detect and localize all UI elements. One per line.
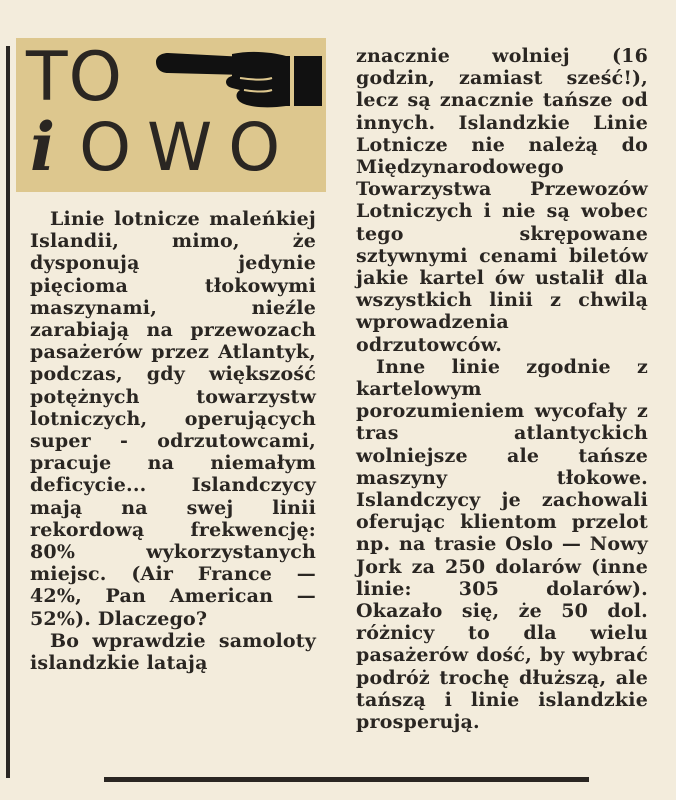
article-paragraph: Inne linie zgodnie z kartelowym porozumieniem wycofały z tras atlantyckich wolniejsze ale tańsze maszyny tłokowe. Islandczycy je zachowali oferując klientom przelot np. na trasie Oslo — Nowy Jork za 250 dolarów (inne linie: 305 dolarów). Okazało się, że 50 dol. różnicy to dla wielu pasażerów dość, by wybrać podróż trochę dłuższą, ale tańszą i linie islandzkie prosperują. [356,355,648,734]
left-vertical-rule [6,46,10,778]
header-title-i: i [30,108,80,186]
article-column-right [356,45,648,733]
header-title-owo: OWO [79,109,297,186]
article-column-left [30,208,316,674]
pointing-hand-icon [154,48,324,110]
article-paragraph: Bo wprawdzie samoloty islandzkie latają [30,629,316,675]
article-paragraph: Linie lotnicze maleńkiej Islandii, mimo, że dysponują jedynie pięcioma tłokowymi maszynami, nieźle zarabiają na przewozach pasażerów przez Atlantyk, podczas, gdy większość potężnych towarzystw lotniczych, operujących super - odrzutowcami, pracuje na niemałym deficycie... Islandczycy mają na swej linii rekordową frekwencję: 80% wykorzystanych miejsc. (Air France — 42%, Pan American — 52%). Dlaczego? [30,208,316,630]
article-paragraph: znacznie wolniej (16 godzin, zamiast sześć!), lecz są znacznie tańsze od innych. Islandzkie Linie Lotnicze nie należą do Międzynarodowego Towarzystwa Przewozów Lotniczych i nie są wobec tego skrępowane sztywnymi cenami biletów jakie kartel ów ustalił dla wszystkich linii z chwilą wprowadzenia odrzutowców. [356,45,648,356]
header-title-iowo [30,108,297,186]
bottom-horizontal-rule [104,777,589,782]
header-title-to: TO [26,38,124,117]
section-header [16,38,326,192]
